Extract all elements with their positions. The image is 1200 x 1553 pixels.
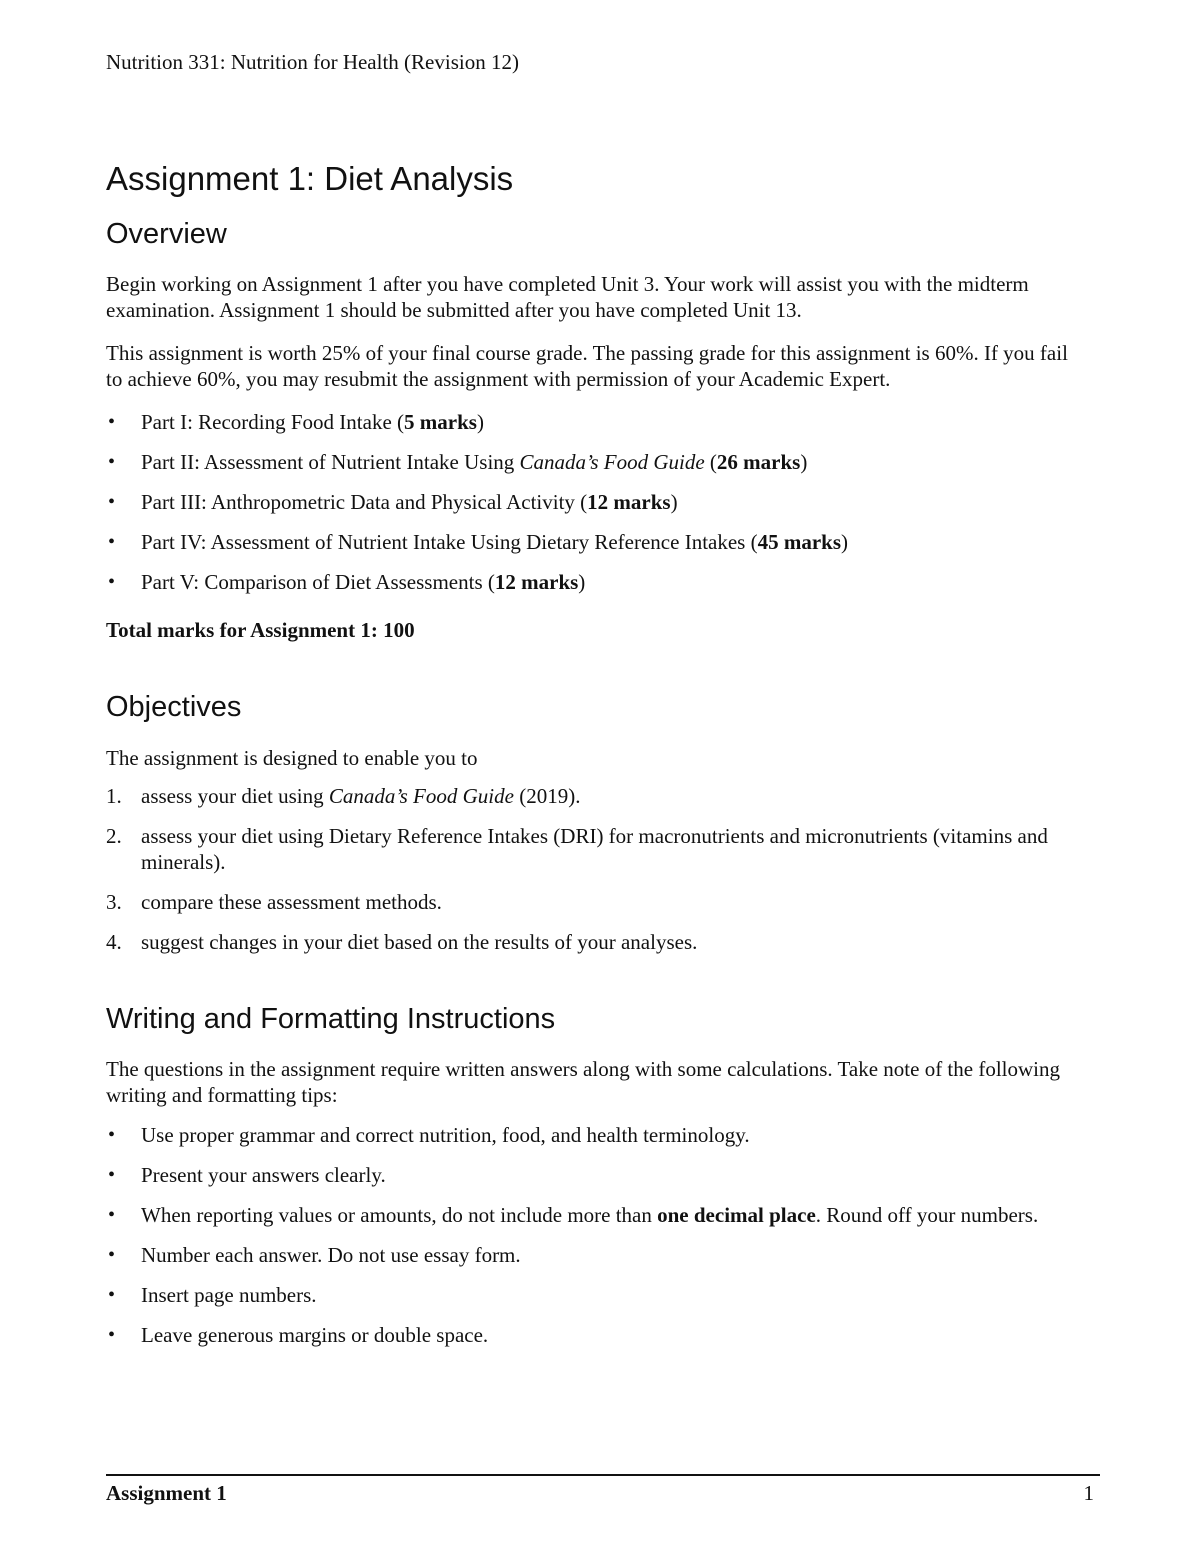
footer-label: Assignment 1 — [106, 1481, 227, 1505]
objective-item: 1. assess your diet using Canada’s Food Guide (2019). — [106, 783, 581, 808]
part-item: • Part III: Anthropometric Data and Physical Activity (12 marks) — [106, 489, 1086, 515]
tip-item: • Number each answer. Do not use essay form. — [106, 1242, 1086, 1268]
objectives-heading: Objectives — [106, 691, 242, 724]
part-item: • Part I: Recording Food Intake (5 marks) — [106, 409, 1086, 435]
total-marks: Total marks for Assignment 1: 100 — [106, 618, 415, 643]
tip-item: • Present your answers clearly. — [106, 1162, 1086, 1188]
document-page — [106, 0, 1100, 1553]
writing-tips-list — [106, 1122, 1086, 1348]
page-number: 1 — [1083, 1481, 1094, 1505]
overview-paragraph-2: This assignment is worth 25% of your final course grade. The passing grade for this assignment is 60%. If you fail to achieve 60%, you may resubmit the assignment with permission of your Academic Expert. — [106, 341, 1068, 392]
objective-item: 2. assess your diet using Dietary Reference Intakes (DRI) for macronutrients and micronutrients (vitamins and minerals). — [106, 823, 1048, 874]
part-item: • Part II: Assessment of Nutrient Intake Using Canada’s Food Guide (26 marks) — [106, 449, 1086, 475]
part-item: • Part V: Comparison of Diet Assessments (12 marks) — [106, 569, 1086, 595]
objectives-list — [106, 783, 1086, 955]
writing-intro: The questions in the assignment require written answers along with some calculations. Take note of the following writing and formatting tips: — [106, 1056, 1061, 1107]
objectives-intro: The assignment is designed to enable you to — [106, 745, 478, 770]
parts-list — [106, 409, 1086, 595]
assignment-title: Assignment 1: Diet Analysis — [106, 160, 514, 197]
writing-heading: Writing and Formatting Instructions — [106, 1002, 556, 1035]
document-body — [106, 160, 1086, 1362]
tip-item: • Insert page numbers. — [106, 1282, 1086, 1308]
overview-paragraph-1: Begin working on Assignment 1 after you have completed Unit 3. Your work will assist you with the midterm examination. Assignment 1 should be submitted after you have completed Unit 13. — [106, 272, 1029, 323]
overview-heading: Overview — [106, 217, 227, 250]
tip-item: • Leave generous margins or double space. — [106, 1322, 1086, 1348]
part-item: • Part IV: Assessment of Nutrient Intake Using Dietary Reference Intakes (45 marks) — [106, 529, 1086, 555]
objective-item: 3. compare these assessment methods. — [106, 889, 442, 914]
running-header: Nutrition 331: Nutrition for Health (Revision 12) — [106, 50, 519, 74]
objective-item: 4. suggest changes in your diet based on the results of your analyses. — [106, 929, 698, 954]
tip-item: • When reporting values or amounts, do not include more than one decimal place. Round off your numbers. — [106, 1202, 1086, 1228]
footer-divider — [106, 1474, 1100, 1476]
tip-item: • Use proper grammar and correct nutrition, food, and health terminology. — [106, 1122, 1086, 1148]
